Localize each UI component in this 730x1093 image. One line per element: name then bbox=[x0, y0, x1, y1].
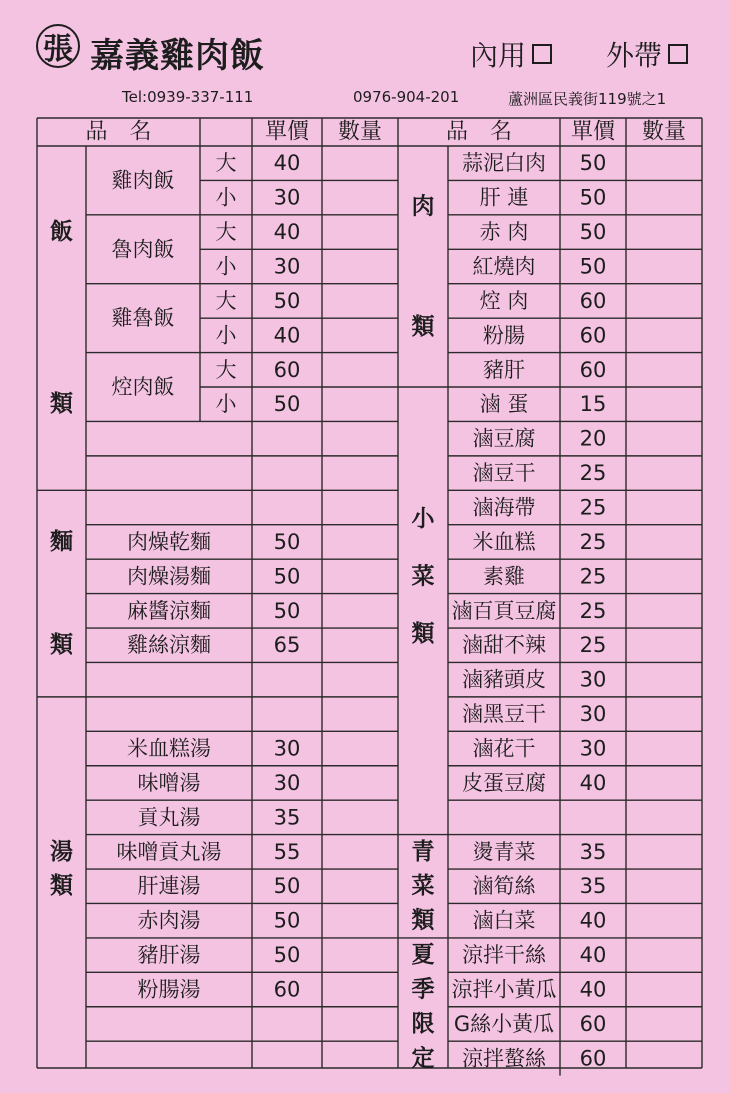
item-price: 65 bbox=[273, 633, 301, 658]
soup-category-char: 湯 bbox=[50, 838, 73, 865]
menu-item-name: 焢肉飯 bbox=[111, 375, 175, 400]
menu-item-name: 燙青菜 bbox=[472, 839, 536, 864]
menu-item-name: 紅燒肉 bbox=[472, 254, 536, 279]
menu-item-name: 滷白菜 bbox=[472, 908, 536, 933]
header-price-left: 單價 bbox=[264, 119, 310, 145]
soup-category-char: 類 bbox=[50, 873, 73, 900]
size-label: 小 bbox=[215, 323, 237, 348]
menu-item-name: 米血糕湯 bbox=[127, 736, 211, 761]
menu-item-name: 米血糕 bbox=[472, 529, 536, 554]
menu-item-name: 涼拌干絲 bbox=[462, 943, 546, 968]
item-price: 40 bbox=[273, 220, 301, 245]
item-price: 30 bbox=[579, 667, 607, 692]
item-price: 60 bbox=[579, 1046, 607, 1071]
item-price: 60 bbox=[579, 1011, 607, 1036]
item-price: 50 bbox=[579, 220, 607, 245]
item-price: 50 bbox=[273, 943, 301, 968]
menu-item-name: 雞肉飯 bbox=[111, 168, 175, 193]
menu-item-name: 滷豆干 bbox=[472, 461, 536, 486]
menu-item-name: 滷花干 bbox=[472, 736, 536, 761]
item-price: 40 bbox=[579, 943, 607, 968]
rice-category-char: 飯 bbox=[50, 219, 73, 246]
item-price: 35 bbox=[579, 839, 607, 864]
phone-number-1: Tel:0939-337-111 bbox=[122, 88, 254, 106]
size-label: 小 bbox=[215, 254, 237, 279]
header-qty-right: 數量 bbox=[641, 119, 687, 145]
item-price: 25 bbox=[579, 633, 607, 658]
item-price: 50 bbox=[273, 874, 301, 899]
item-price: 30 bbox=[273, 254, 301, 279]
menu-item-name: 肝連湯 bbox=[137, 874, 201, 899]
menu-item-name: 貢丸湯 bbox=[137, 805, 201, 830]
item-price: 60 bbox=[579, 323, 607, 348]
menu-item-name: 滷 蛋 bbox=[479, 392, 529, 417]
greens-category-char: 菜 bbox=[411, 873, 435, 900]
item-price: 50 bbox=[273, 392, 301, 417]
item-price: 50 bbox=[579, 254, 607, 279]
noodles-category-char: 類 bbox=[50, 632, 73, 659]
item-price: 40 bbox=[273, 323, 301, 348]
size-label: 大 bbox=[215, 151, 237, 176]
shop-name: 嘉義雞肉飯 bbox=[90, 36, 265, 76]
menu-item-name: G絲小黃瓜 bbox=[453, 1011, 555, 1036]
menu-item-name: 滷百頁豆腐 bbox=[451, 598, 557, 623]
menu-item-name: 豬肝湯 bbox=[137, 943, 201, 968]
menu-item-name: 肝 連 bbox=[479, 185, 529, 210]
item-price: 55 bbox=[273, 839, 301, 864]
item-price: 25 bbox=[579, 495, 607, 520]
menu-item-name: 滷豬頭皮 bbox=[462, 667, 546, 692]
item-price: 25 bbox=[579, 461, 607, 486]
header-qty-left: 數量 bbox=[337, 119, 383, 145]
item-price: 30 bbox=[273, 736, 301, 761]
item-price: 40 bbox=[579, 770, 607, 795]
menu-item-name: 雞魯飯 bbox=[111, 306, 175, 331]
header-item-name-right: 品 名 bbox=[445, 119, 513, 145]
header-item-name-left: 品 名 bbox=[85, 119, 152, 145]
menu-item-name: 涼拌螯絲 bbox=[462, 1046, 546, 1071]
item-price: 15 bbox=[579, 392, 607, 417]
menu-item-name: 滷海帶 bbox=[472, 495, 536, 520]
item-price: 25 bbox=[579, 598, 607, 623]
side-category-char: 類 bbox=[411, 620, 435, 647]
greens-category-char: 青 bbox=[411, 838, 435, 865]
item-price: 35 bbox=[273, 805, 301, 830]
item-price: 30 bbox=[273, 770, 301, 795]
size-label: 大 bbox=[215, 357, 237, 382]
meat-category-char: 類 bbox=[411, 313, 435, 340]
item-price: 60 bbox=[273, 357, 301, 382]
menu-item-name: 滷豆腐 bbox=[472, 426, 536, 451]
menu-item-name: 皮蛋豆腐 bbox=[462, 770, 546, 795]
item-price: 40 bbox=[273, 151, 301, 176]
meat-category-char: 肉 bbox=[411, 193, 435, 220]
shop-address: 蘆洲區民義街119號之1 bbox=[508, 90, 667, 108]
menu-item-name: 粉腸 bbox=[483, 323, 525, 348]
item-price: 25 bbox=[579, 564, 607, 589]
item-price: 30 bbox=[273, 185, 301, 210]
summer-category-char: 季 bbox=[411, 976, 435, 1003]
item-price: 30 bbox=[579, 702, 607, 727]
side-category-char: 菜 bbox=[411, 563, 435, 590]
menu-item-name: 素雞 bbox=[483, 564, 525, 589]
menu-item-name: 滷甜不辣 bbox=[462, 633, 546, 658]
summer-category-char: 夏 bbox=[411, 942, 435, 969]
menu-item-name: 雞絲涼麵 bbox=[127, 633, 211, 658]
menu-item-name: 赤肉湯 bbox=[137, 908, 201, 933]
menu-item-name: 粉腸湯 bbox=[137, 977, 201, 1002]
item-price: 50 bbox=[273, 529, 301, 554]
item-price: 20 bbox=[579, 426, 607, 451]
item-price: 35 bbox=[579, 874, 607, 899]
item-price: 30 bbox=[579, 736, 607, 761]
item-price: 50 bbox=[273, 288, 301, 313]
item-price: 60 bbox=[579, 357, 607, 382]
menu-item-name: 滷筍絲 bbox=[472, 874, 536, 899]
item-price: 40 bbox=[579, 977, 607, 1002]
item-price: 50 bbox=[579, 185, 607, 210]
summer-category-char: 限 bbox=[411, 1010, 435, 1037]
menu-item-name: 赤 肉 bbox=[479, 220, 529, 245]
noodles-category-char: 麵 bbox=[50, 528, 73, 555]
dine-in-label: 內用 bbox=[470, 39, 527, 72]
size-label: 小 bbox=[215, 392, 237, 417]
side-category-char: 小 bbox=[411, 505, 435, 532]
menu-item-name: 蒜泥白肉 bbox=[462, 151, 546, 176]
item-price: 50 bbox=[579, 151, 607, 176]
menu-item-name: 焢 肉 bbox=[479, 288, 529, 313]
greens-category-char: 類 bbox=[411, 907, 435, 934]
header-price-right: 單價 bbox=[570, 119, 616, 145]
rice-category-char: 類 bbox=[50, 391, 73, 418]
menu-item-name: 味噌貢丸湯 bbox=[116, 839, 222, 864]
item-price: 25 bbox=[579, 529, 607, 554]
phone-number-2: 0976-904-201 bbox=[353, 88, 460, 106]
item-price: 50 bbox=[273, 908, 301, 933]
size-label: 大 bbox=[215, 220, 237, 245]
menu-item-name: 肉燥湯麵 bbox=[127, 564, 211, 589]
item-price: 60 bbox=[273, 977, 301, 1002]
item-price: 50 bbox=[273, 564, 301, 589]
item-price: 40 bbox=[579, 908, 607, 933]
menu-item-name: 涼拌小黃瓜 bbox=[451, 977, 557, 1002]
size-label: 大 bbox=[215, 288, 237, 313]
size-label: 小 bbox=[215, 185, 237, 210]
menu-item-name: 麻醬涼麵 bbox=[127, 598, 211, 623]
menu-item-name: 豬肝 bbox=[483, 357, 525, 382]
takeout-label: 外帶 bbox=[606, 39, 663, 72]
menu-item-name: 味噌湯 bbox=[137, 770, 201, 795]
shop-logo: 張 bbox=[36, 24, 80, 68]
menu-item-name: 肉燥乾麵 bbox=[127, 529, 211, 554]
item-price: 50 bbox=[273, 598, 301, 623]
item-price: 60 bbox=[579, 288, 607, 313]
menu-item-name: 魯肉飯 bbox=[111, 237, 175, 262]
summer-category-char: 定 bbox=[411, 1045, 435, 1072]
menu-item-name: 滷黑豆干 bbox=[462, 702, 546, 727]
